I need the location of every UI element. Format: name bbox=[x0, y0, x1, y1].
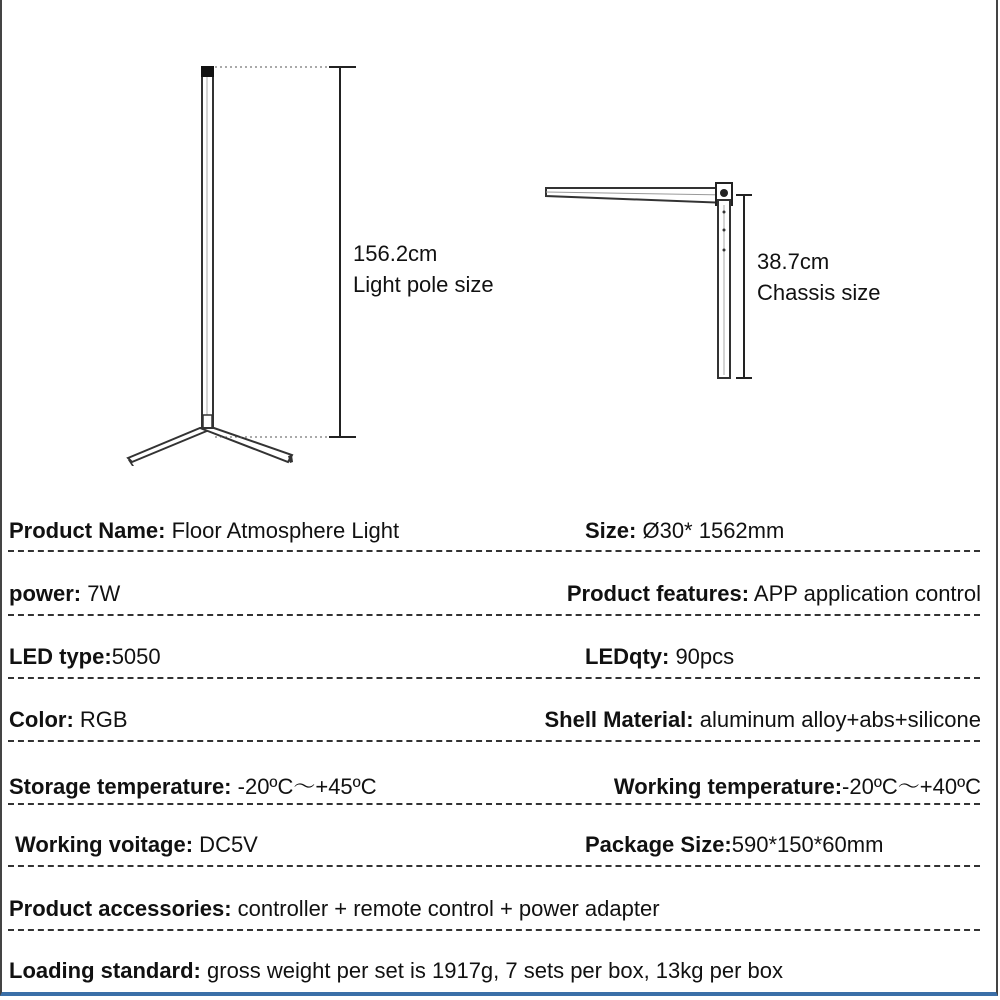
led-qty-field bbox=[585, 644, 734, 670]
row-divider bbox=[8, 614, 980, 616]
product-name-value: Floor Atmosphere Light bbox=[165, 518, 400, 543]
size-field bbox=[585, 518, 784, 544]
product-name-label: Product Name: bbox=[9, 518, 166, 543]
voltage-value: DC5V bbox=[193, 832, 258, 857]
power-label: power: bbox=[9, 581, 82, 606]
loading-standard-field bbox=[9, 958, 783, 984]
pole-dimension-line bbox=[215, 67, 356, 437]
color-field bbox=[9, 707, 128, 733]
storage-temp-field bbox=[9, 770, 377, 801]
working-temp-field bbox=[614, 770, 981, 801]
package-size-field bbox=[585, 832, 883, 858]
loading-standard-value: gross weight per set is 1917g, 7 sets per box, 13kg per box bbox=[200, 958, 783, 983]
chassis-size-caption: Chassis size bbox=[757, 280, 881, 305]
color-value: RGB bbox=[73, 707, 128, 732]
row-divider bbox=[8, 865, 980, 867]
chassis-drawing bbox=[546, 183, 732, 378]
row-divider bbox=[8, 929, 980, 931]
storage-temp-value: -20ºC～+45ºC bbox=[231, 774, 377, 799]
row-divider bbox=[8, 677, 980, 679]
size-label: Size: bbox=[585, 518, 637, 543]
shell-material-field bbox=[544, 707, 981, 733]
row-divider bbox=[8, 740, 980, 742]
package-size-label: Package Size: bbox=[585, 832, 732, 857]
led-type-value: 5050 bbox=[111, 644, 161, 669]
power-value: 7W bbox=[81, 581, 121, 606]
voltage-field bbox=[15, 832, 258, 858]
working-temp-label: Working temperature: bbox=[613, 774, 843, 799]
pole-size-value: 156.2cm bbox=[353, 241, 438, 266]
shell-material-value: aluminum alloy+abs+silicone bbox=[693, 707, 981, 732]
accessories-field bbox=[9, 896, 660, 922]
accessories-label: Product accessories: bbox=[9, 896, 232, 921]
spec-row-1 bbox=[0, 518, 1000, 558]
product-name-field bbox=[9, 518, 399, 544]
size-value: Ø30* 1562mm bbox=[636, 518, 785, 543]
led-qty-value: 90pcs bbox=[669, 644, 735, 669]
chassis-size-value: 38.7cm bbox=[757, 249, 830, 274]
features-value: APP application control bbox=[749, 581, 981, 606]
accessories-value: controller + remote control + power adapter bbox=[231, 896, 660, 921]
voltage-label: Working voitage: bbox=[15, 832, 194, 857]
shell-material-label: Shell Material: bbox=[544, 707, 694, 732]
loading-standard-label: Loading standard: bbox=[9, 958, 201, 983]
row-divider bbox=[8, 550, 980, 552]
led-type-label: LED type: bbox=[9, 644, 112, 669]
led-type-field bbox=[9, 644, 161, 670]
led-qty-label: LEDqty: bbox=[585, 644, 670, 669]
chassis-dimension-line bbox=[736, 195, 752, 378]
features-field bbox=[567, 581, 981, 607]
pole-dimension-label bbox=[353, 238, 494, 300]
light-pole-drawing bbox=[128, 66, 293, 466]
storage-temp-label: Storage temperature: bbox=[9, 774, 232, 799]
pole-size-caption: Light pole size bbox=[353, 272, 494, 297]
color-label: Color: bbox=[9, 707, 74, 732]
power-field bbox=[9, 581, 120, 607]
package-size-value: 590*150*60mm bbox=[731, 832, 884, 857]
spec-row-8 bbox=[0, 958, 1000, 998]
working-temp-value: -20ºC～+40ºC bbox=[842, 774, 981, 799]
row-divider bbox=[8, 803, 980, 805]
chassis-dimension-label bbox=[757, 246, 880, 308]
features-label: Product features: bbox=[566, 581, 750, 606]
